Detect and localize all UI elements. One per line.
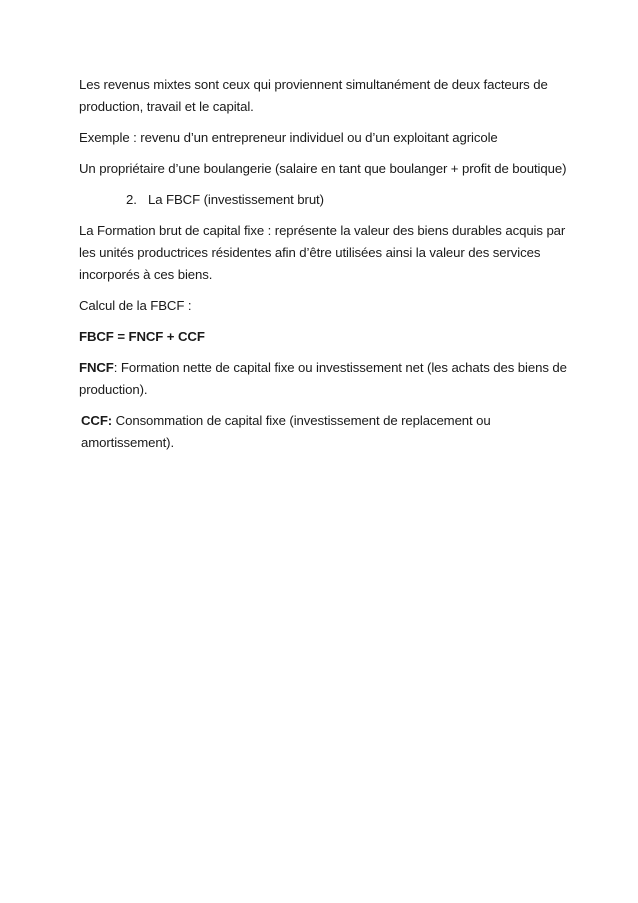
paragraph-formation-brut: La Formation brut de capital fixe : représente la valeur des biens durables acquis par les unités productrices résidentes afin d’être utilisées ainsi la valeur des services incorporés à ces biens. bbox=[79, 223, 566, 282]
definition-fncf-text: : Formation nette de capital fixe ou investissement net (les achats des biens de production). bbox=[79, 360, 567, 397]
paragraph-boulangerie: Un propriétaire d’une boulangerie (salaire en tant que boulanger + profit de boutique) bbox=[79, 161, 567, 176]
definition-fncf bbox=[79, 357, 569, 401]
paragraph-revenus-mixtes: Les revenus mixtes sont ceux qui proviennent simultanément de deux facteurs de production, travail et le capital. bbox=[79, 77, 548, 114]
document-body bbox=[79, 74, 569, 463]
paragraph-calcul-fbcf: Calcul de la FBCF : bbox=[79, 298, 192, 313]
definition-ccf bbox=[79, 410, 569, 454]
section-number: 2. bbox=[126, 192, 137, 207]
section-title: La FBCF (investissement brut) bbox=[148, 192, 324, 207]
paragraph-exemple: Exemple : revenu d’un entrepreneur individuel ou d’un exploitant agricole bbox=[79, 130, 498, 145]
definition-ccf-text: Consommation de capital fixe (investissement de replacement ou amortissement). bbox=[81, 413, 491, 450]
definition-fncf-term: FNCF bbox=[79, 360, 114, 375]
definition-ccf-term: CCF: bbox=[81, 413, 113, 428]
formula-fbcf: FBCF = FNCF + CCF bbox=[79, 329, 205, 344]
section-heading-fbcf bbox=[79, 189, 569, 211]
